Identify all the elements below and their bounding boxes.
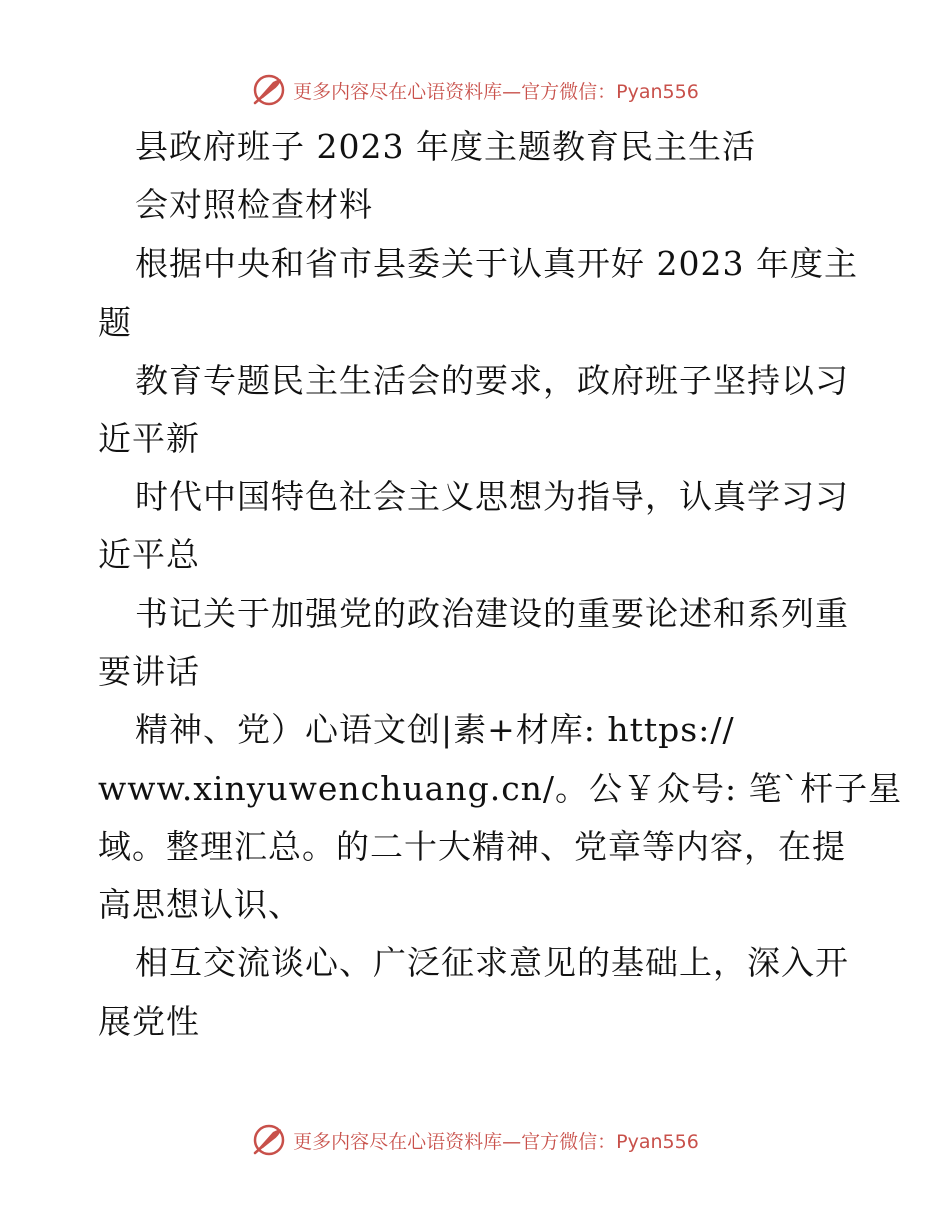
footer-watermark-banner <box>0 1120 950 1160</box>
body-line-10: www.xinyuwenchuang.cn/。公￥众号: 笔`杆子星 <box>98 769 903 808</box>
body-line-12: 高思想认识、 <box>98 885 302 924</box>
title-line-2: 会对照检查材料 <box>135 185 373 224</box>
body-line-6: 近平总 <box>98 535 200 574</box>
header-watermark-banner <box>0 70 950 110</box>
body-line-13: 相互交流谈心、广泛征求意见的基础上，深入开 <box>135 943 849 982</box>
body-line-3: 教育专题民主生活会的要求，政府班子坚持以习 <box>135 361 849 400</box>
footer-watermark-text: 更多内容尽在心语资料库—官方微信：Pyan556 <box>293 1130 699 1153</box>
body-line-14: 展党性 <box>98 1002 200 1041</box>
title-line-1: 县政府班子 2023 年度主题教育民主生活 <box>135 127 756 166</box>
quill-pen-icon <box>251 72 287 108</box>
body-line-4: 近平新 <box>98 419 200 458</box>
header-watermark-text: 更多内容尽在心语资料库—官方微信：Pyan556 <box>293 80 699 103</box>
body-line-9: 精神、党）心语文创|素+材库: https:// <box>135 710 735 749</box>
body-line-2: 题 <box>98 303 132 342</box>
body-line-5: 时代中国特色社会主义思想为指导，认真学习习 <box>135 477 849 516</box>
quill-pen-icon <box>251 1122 287 1158</box>
body-line-8: 要讲话 <box>98 652 200 691</box>
body-line-1: 根据中央和省市县委关于认真开好 2023 年度主 <box>135 244 858 283</box>
body-line-7: 书记关于加强党的政治建设的重要论述和系列重 <box>135 594 849 633</box>
body-line-11: 域。整理汇总。的二十大精神、党章等内容，在提 <box>98 827 846 866</box>
